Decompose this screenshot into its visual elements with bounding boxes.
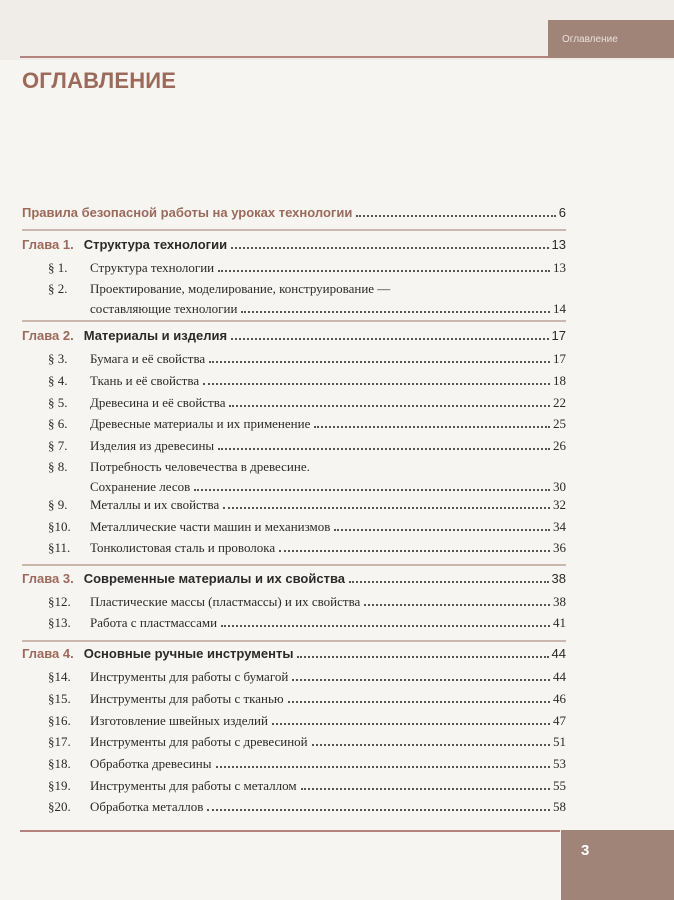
divider xyxy=(22,564,566,566)
toc-page-number: 6 xyxy=(558,205,566,220)
leader-dots xyxy=(209,351,550,363)
toc-chapter-row[interactable] xyxy=(22,644,566,664)
toc-page-number: 58 xyxy=(553,799,566,814)
section-title: Бумага и её свойства xyxy=(90,351,206,366)
bleed-through-text xyxy=(170,72,590,202)
leader-dots xyxy=(312,734,550,746)
section-number: § 9. xyxy=(48,497,68,512)
toc-section-row[interactable] xyxy=(48,776,566,796)
section-number: § 5. xyxy=(48,395,68,410)
toc-section-row[interactable] xyxy=(48,371,566,391)
toc-section-row[interactable] xyxy=(48,592,566,612)
toc-section-row[interactable] xyxy=(48,517,566,537)
toc-section-row[interactable] xyxy=(48,258,566,278)
top-rule xyxy=(20,56,548,58)
section-tab xyxy=(548,20,674,58)
chapter-number: Глава 2. xyxy=(22,328,74,343)
toc-page-number: 36 xyxy=(553,540,566,555)
leader-dots xyxy=(218,260,550,272)
leader-dots xyxy=(216,756,551,768)
toc-section-row[interactable] xyxy=(48,667,566,687)
toc-section-row[interactable] xyxy=(48,613,566,633)
toc-chapter-row[interactable] xyxy=(22,326,566,346)
toc-page-number: 51 xyxy=(553,734,566,749)
toc-page-number: 55 xyxy=(553,778,566,793)
toc-section-row[interactable] xyxy=(48,457,566,495)
toc-intro-row[interactable] xyxy=(22,203,566,223)
toc-page-number: 38 xyxy=(551,571,566,586)
chapter-title: Материалы и изделия xyxy=(83,328,228,343)
section-title: Потребность человечества в древесине. xyxy=(90,459,310,474)
leader-dots xyxy=(314,416,550,428)
toc-section-row[interactable] xyxy=(48,393,566,413)
section-title: Древесина и её свойства xyxy=(90,395,226,410)
toc-section-row[interactable] xyxy=(48,754,566,774)
toc-section-row[interactable] xyxy=(48,711,566,731)
leader-dots xyxy=(231,328,548,340)
toc-section-row[interactable] xyxy=(48,414,566,434)
leader-dots xyxy=(207,799,550,811)
toc-page-number: 38 xyxy=(553,594,566,609)
section-title: Металлы и их свойства xyxy=(90,497,220,512)
toc-page-number: 32 xyxy=(553,497,566,512)
section-number: § 2. xyxy=(48,281,68,296)
section-number: §17. xyxy=(48,734,71,749)
leader-dots xyxy=(218,438,550,450)
toc-page-number: 13 xyxy=(553,260,566,275)
chapter-number: Глава 3. xyxy=(22,571,74,586)
leader-dots xyxy=(301,778,550,790)
leader-dots xyxy=(334,519,550,531)
section-title: Ткань и её свойства xyxy=(90,373,200,388)
section-number: §13. xyxy=(48,615,71,630)
section-title: Структура технологии xyxy=(90,260,215,275)
chapter-title: Основные ручные инструменты xyxy=(83,646,294,661)
toc-page-number: 22 xyxy=(553,395,566,410)
section-number: §19. xyxy=(48,778,71,793)
section-number: § 7. xyxy=(48,438,68,453)
bottom-rule xyxy=(20,830,560,832)
toc-page-number: 34 xyxy=(553,519,566,534)
section-title: Инструменты для работы с металлом xyxy=(90,778,297,793)
section-title-cont: Сохранение лесов xyxy=(90,479,191,494)
leader-dots xyxy=(231,237,548,249)
leader-dots xyxy=(288,691,550,703)
toc-page-number: 44 xyxy=(551,646,566,661)
leader-dots xyxy=(364,594,550,606)
toc-intro-title: Правила безопасной работы на уроках технологии xyxy=(22,205,353,220)
section-number: §10. xyxy=(48,519,71,534)
toc-section-row[interactable] xyxy=(48,495,566,515)
toc-page-number: 17 xyxy=(551,328,566,343)
section-tab-label: Оглавление xyxy=(562,34,618,45)
toc-page-number: 13 xyxy=(551,237,566,252)
section-title: Работа с пластмассами xyxy=(90,615,218,630)
toc-section-row[interactable] xyxy=(48,279,566,317)
toc-page-number: 41 xyxy=(553,615,566,630)
section-title: Тонколистовая сталь и проволока xyxy=(90,540,276,555)
page-title: ОГЛАВЛЕНИЕ xyxy=(22,68,177,93)
section-title: Изготовление швейных изделий xyxy=(90,713,268,728)
section-number: § 4. xyxy=(48,373,68,388)
section-number: §14. xyxy=(48,669,71,684)
section-number: §20. xyxy=(48,799,71,814)
section-number: § 8. xyxy=(48,459,68,474)
section-title: Изделия из древесины xyxy=(90,438,215,453)
leader-dots xyxy=(297,646,548,658)
leader-dots xyxy=(292,669,550,681)
leader-dots xyxy=(241,301,550,313)
section-title: Инструменты для работы с тканью xyxy=(90,691,284,706)
section-number: §18. xyxy=(48,756,71,771)
toc-page-number: 17 xyxy=(553,351,566,366)
toc-page-number: 46 xyxy=(553,691,566,706)
toc-chapter-row[interactable] xyxy=(22,235,566,255)
chapter-title: Структура технологии xyxy=(83,237,228,252)
divider xyxy=(22,320,566,322)
toc-page-number: 47 xyxy=(553,713,566,728)
toc-section-row[interactable] xyxy=(48,797,566,817)
toc-page-number: 44 xyxy=(553,669,566,684)
section-number: §12. xyxy=(48,594,71,609)
leader-dots xyxy=(223,497,550,509)
leader-dots xyxy=(272,713,550,725)
toc-section-row[interactable] xyxy=(48,732,566,752)
toc-page-number: 14 xyxy=(553,301,566,316)
section-title: Металлические части машин и механизмов xyxy=(90,519,331,534)
divider xyxy=(22,229,566,231)
section-title: Инструменты для работы с древесиной xyxy=(90,734,308,749)
section-title: Обработка древесины xyxy=(90,756,212,771)
toc-page-number: 30 xyxy=(553,479,566,494)
leader-dots xyxy=(203,373,550,385)
section-number: §16. xyxy=(48,713,71,728)
chapter-number: Глава 4. xyxy=(22,646,74,661)
section-number: § 3. xyxy=(48,351,68,366)
section-number: § 1. xyxy=(48,260,68,275)
section-number: §11. xyxy=(48,540,71,555)
section-title: Обработка металлов xyxy=(90,799,204,814)
toc-section-row[interactable] xyxy=(48,538,566,558)
toc-chapter-row[interactable] xyxy=(22,569,566,589)
chapter-number: Глава 1. xyxy=(22,237,74,252)
section-title: Древесные материалы и их применение xyxy=(90,416,311,431)
leader-dots xyxy=(229,395,550,407)
leader-dots xyxy=(279,540,550,552)
toc-section-row[interactable] xyxy=(48,349,566,369)
toc-page-number: 18 xyxy=(553,373,566,388)
section-title: Пластические массы (пластмассы) и их свойства xyxy=(90,594,361,609)
section-title: Проектирование, моделирование, конструирование — xyxy=(90,281,391,296)
page-number: 3 xyxy=(581,842,590,859)
toc-page-number: 25 xyxy=(553,416,566,431)
section-title: Инструменты для работы с бумагой xyxy=(90,669,289,684)
section-title-cont: составляющие технологии xyxy=(90,301,238,316)
toc-page-number: 26 xyxy=(553,438,566,453)
chapter-title: Современные материалы и их свойства xyxy=(83,571,346,586)
toc-section-row[interactable] xyxy=(48,436,566,456)
page-number-box xyxy=(561,830,674,900)
section-number: § 6. xyxy=(48,416,68,431)
section-number: §15. xyxy=(48,691,71,706)
leader-dots xyxy=(356,205,555,217)
toc-page-number: 53 xyxy=(553,756,566,771)
toc-section-row[interactable] xyxy=(48,689,566,709)
leader-dots xyxy=(349,571,549,583)
leader-dots xyxy=(221,615,550,627)
divider xyxy=(22,640,566,642)
leader-dots xyxy=(194,479,550,491)
